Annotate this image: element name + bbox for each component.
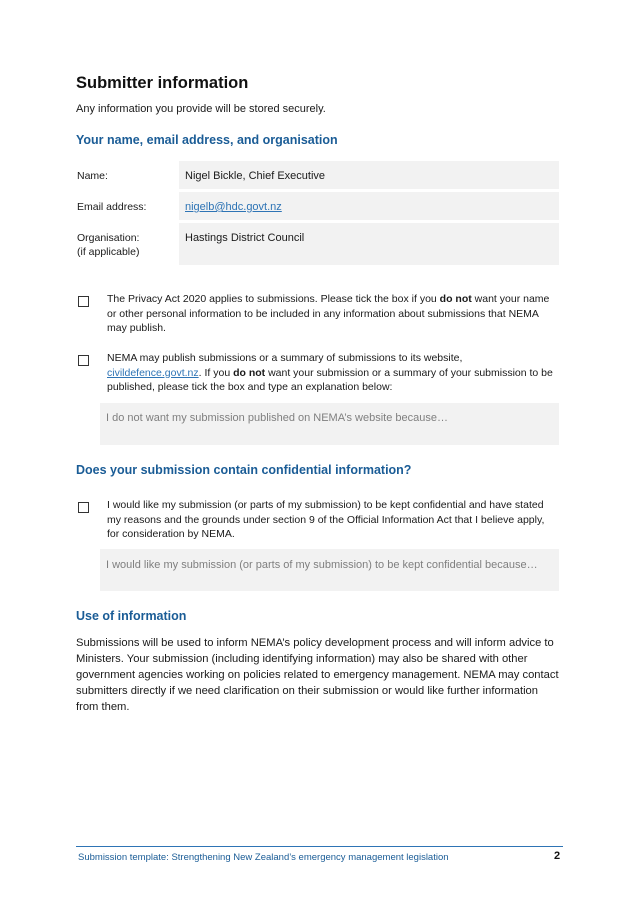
email-label: Email address:: [77, 201, 147, 213]
section-title-use: Use of information: [76, 609, 187, 623]
use-of-information-text: Submissions will be used to inform NEMA’s policy development process and will inform advice to Ministers. Your submission (including identifying information) may also be shared with other government agencies working on policies related to emergency management. NEMA may contact submitters directly if we need clarification on their submission or would like further information from them.: [76, 637, 559, 713]
email-link[interactable]: nigelb@hdc.govt.nz: [185, 201, 282, 213]
privacy-text-bold: do not: [439, 293, 472, 305]
confidential-checkbox[interactable]: [78, 502, 89, 513]
privacy-checkbox[interactable]: [78, 296, 89, 307]
email-field[interactable]: [179, 192, 559, 220]
privacy-text-pre: The Privacy Act 2020 applies to submissions. Please tick the box if you: [107, 293, 440, 305]
privacy-text-post: want your name or other personal information to be included in any information about submissions that NEMA may publish.: [107, 293, 550, 334]
name-label: Name:: [77, 170, 108, 182]
confidential-explanation-field[interactable]: I would like my submission (or parts of my submission) to be kept confidential because…: [100, 549, 559, 591]
page-heading: Submitter information: [76, 74, 249, 92]
name-field[interactable]: Nigel Bickle, Chief Executive: [179, 161, 559, 189]
organisation-field[interactable]: Hastings District Council: [179, 223, 559, 265]
footer-divider: [76, 846, 563, 847]
publish-checkbox[interactable]: [78, 355, 89, 366]
organisation-row: [76, 223, 559, 265]
privacy-option: [78, 292, 559, 336]
publish-explanation-field[interactable]: I do not want my submission published on NEMA’s website because…: [100, 403, 559, 445]
civildefence-link[interactable]: civildefence.govt.nz: [107, 366, 199, 379]
publish-text-pre: NEMA may publish submissions or a summary of submissions to its website,: [107, 352, 463, 364]
submitter-info-table: [76, 161, 559, 268]
page-number: 2: [554, 850, 561, 862]
publish-text-mid: . If you: [198, 366, 234, 379]
section-title-confidential: Does your submission contain confidential information?: [76, 463, 412, 477]
privacy-text: [107, 292, 559, 336]
section-title-name: Your name, email address, and organisation: [76, 133, 338, 147]
publish-option: [78, 351, 559, 395]
intro-text: Any information you provide will be stored securely.: [76, 103, 326, 115]
publish-text-post: want your submission or a summary of your submission to be published, please tick the box and type an explanation below:: [107, 366, 553, 393]
confidential-text: I would like my submission (or parts of my submission) to be kept confidential and have stated my reasons and the grounds under section 9 of the Official Information Act that I believe apply, for consideration by NEMA.: [107, 499, 545, 540]
email-row: [76, 192, 559, 220]
organisation-label: [76, 223, 179, 265]
organisation-label-main: Organisation:: [77, 232, 140, 244]
publish-text: [107, 351, 559, 395]
footer-title: Submission template: Strengthening New Zealand’s emergency management legislation: [78, 852, 449, 863]
confidential-option: [78, 498, 559, 542]
name-row: [76, 161, 559, 189]
publish-text-bold: do not: [233, 366, 266, 379]
organisation-label-sub: (if applicable): [77, 246, 140, 258]
